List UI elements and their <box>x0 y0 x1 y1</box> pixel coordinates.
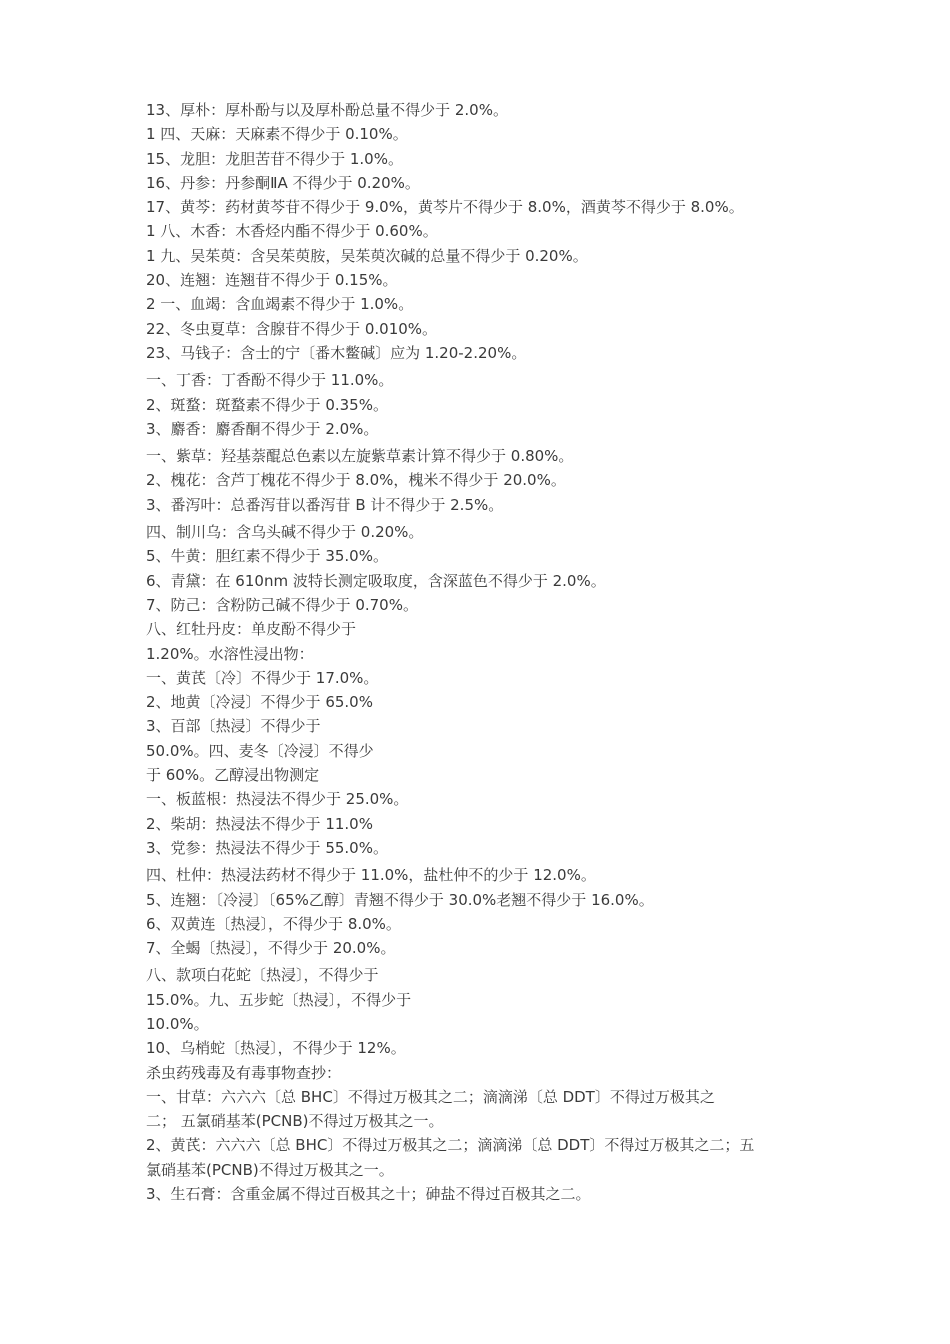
text-line: 1 八、木香：木香烃内酯不得少于 0.60%。 <box>146 222 438 241</box>
text-line: 四、制川乌：含乌头碱不得少于 0.20%。 <box>146 523 424 542</box>
text-line: 7、全蝎〔热浸〕，不得少于 20.0%。 <box>146 939 396 958</box>
document-body <box>146 98 826 1206</box>
text-line: 10.0%。 <box>146 1014 209 1033</box>
text-line: 2、槐花：含芦丁槐花不得少于 8.0%，槐米不得少于 20.0%。 <box>146 471 566 490</box>
text-line: 一、黄芪〔冷〕不得少于 17.0%。 <box>146 668 379 687</box>
text-line: 17、黄芩：药材黄芩苷不得少于 9.0%，黄芩片不得少于 8.0%，酒黄芩不得少于 8.0%。 <box>146 198 744 217</box>
text-line: 15.0%。九、五步蛇〔热浸〕，不得少于 <box>146 990 412 1009</box>
text-line: 3、生石膏：含重金属不得过百极其之十；砷盐不得过百极其之二。 <box>146 1185 591 1204</box>
text-line: 5、牛黄：胆红素不得少于 35.0%。 <box>146 547 388 566</box>
text-line: 22、冬虫夏草：含腺苷不得少于 0.010%。 <box>146 319 438 338</box>
text-line: 2、黄芪：六六六〔总 BHC〕不得过万极其之二；滴滴涕〔总 DDT〕不得过万极其之二；五 <box>146 1136 755 1155</box>
text-line: 一、板蓝根：热浸法不得少于 25.0%。 <box>146 790 409 809</box>
text-line: 5、连翘：〔冷浸〕〔65%乙醇〕青翘不得少于 30.0%老翘不得少于 16.0%。 <box>146 890 654 909</box>
text-line: 四、杜仲：热浸法药材不得少于 11.0%，盐杜仲不的少于 12.0%。 <box>146 866 596 885</box>
text-line: 20、连翘：连翘苷不得少于 0.15%。 <box>146 271 398 290</box>
text-line: 2、斑蝥：斑蝥素不得少于 0.35%。 <box>146 395 388 414</box>
text-line: 13、厚朴：厚朴酚与以及厚朴酚总量不得少于 2.0%。 <box>146 101 508 119</box>
text-line: 杀虫药残毒及有毒事物查抄： <box>146 1063 342 1082</box>
text-line: 7、防己：含粉防己碱不得少于 0.70%。 <box>146 595 418 614</box>
text-line: 八、款项白花蛇〔热浸〕，不得少于 <box>146 966 379 985</box>
text-line: 6、双黄连〔热浸〕，不得少于 8.0%。 <box>146 914 401 933</box>
text-line: 一、甘草：六六六〔总 BHC〕不得过万极其之二；滴滴涕〔总 DDT〕不得过万极其之 <box>146 1087 715 1106</box>
text-line: 6、青黛：在 610nm 波特长测定吸取度，含深蓝色不得少于 2.0%。 <box>146 571 606 590</box>
text-line: 于 60%。乙醇浸出物测定 <box>146 766 320 785</box>
text-line: 15、龙胆：龙胆苦苷不得少于 1.0%。 <box>146 149 403 168</box>
text-line: 2、地黄〔冷浸〕不得少于 65.0% <box>146 693 373 712</box>
text-line: 1.20%。水溶性浸出物： <box>146 644 314 663</box>
text-line: 一、丁香：丁香酚不得少于 11.0%。 <box>146 371 394 390</box>
text-line: 10、乌梢蛇〔热浸〕，不得少于 12%。 <box>146 1039 406 1058</box>
text-line: 23、马钱子：含士的宁〔番木鳖碱〕应为 1.20-2.20%。 <box>146 343 527 362</box>
text-line: 3、番泻叶：总番泻苷以番泻苷 B 计不得少于 2.5%。 <box>146 495 504 514</box>
text-line: 二； 五氯硝基苯(PCNB)不得过万极其之一。 <box>146 1112 444 1131</box>
text-line: 2、柴胡：热浸法不得少于 11.0% <box>146 814 373 833</box>
text-line: 3、党参：热浸法不得少于 55.0%。 <box>146 838 388 857</box>
text-line: 一、紫草：羟基萘醌总色素以左旋紫草素计算不得少于 0.80%。 <box>146 447 574 466</box>
text-line: 1 四、天麻：天麻素不得少于 0.10%。 <box>146 125 408 144</box>
text-line: 1 九、吴茱萸：含吴茱萸胺，吴茱萸次碱的总量不得少于 0.20%。 <box>146 246 588 265</box>
text-line: 50.0%。四、麦冬〔冷浸〕不得少 <box>146 741 374 760</box>
text-line: 2 一、血竭：含血竭素不得少于 1.0%。 <box>146 295 414 314</box>
text-line: 3、百部〔热浸〕不得少于 <box>146 717 321 736</box>
text-line: 氯硝基苯(PCNB)不得过万极其之一。 <box>146 1160 394 1179</box>
text-line: 3、麝香：麝香酮不得少于 2.0%。 <box>146 419 379 438</box>
text-line: 八、红牡丹皮：单皮酚不得少于 <box>146 620 357 639</box>
text-line: 16、丹参：丹参酮ⅡA 不得少于 0.20%。 <box>146 173 420 192</box>
